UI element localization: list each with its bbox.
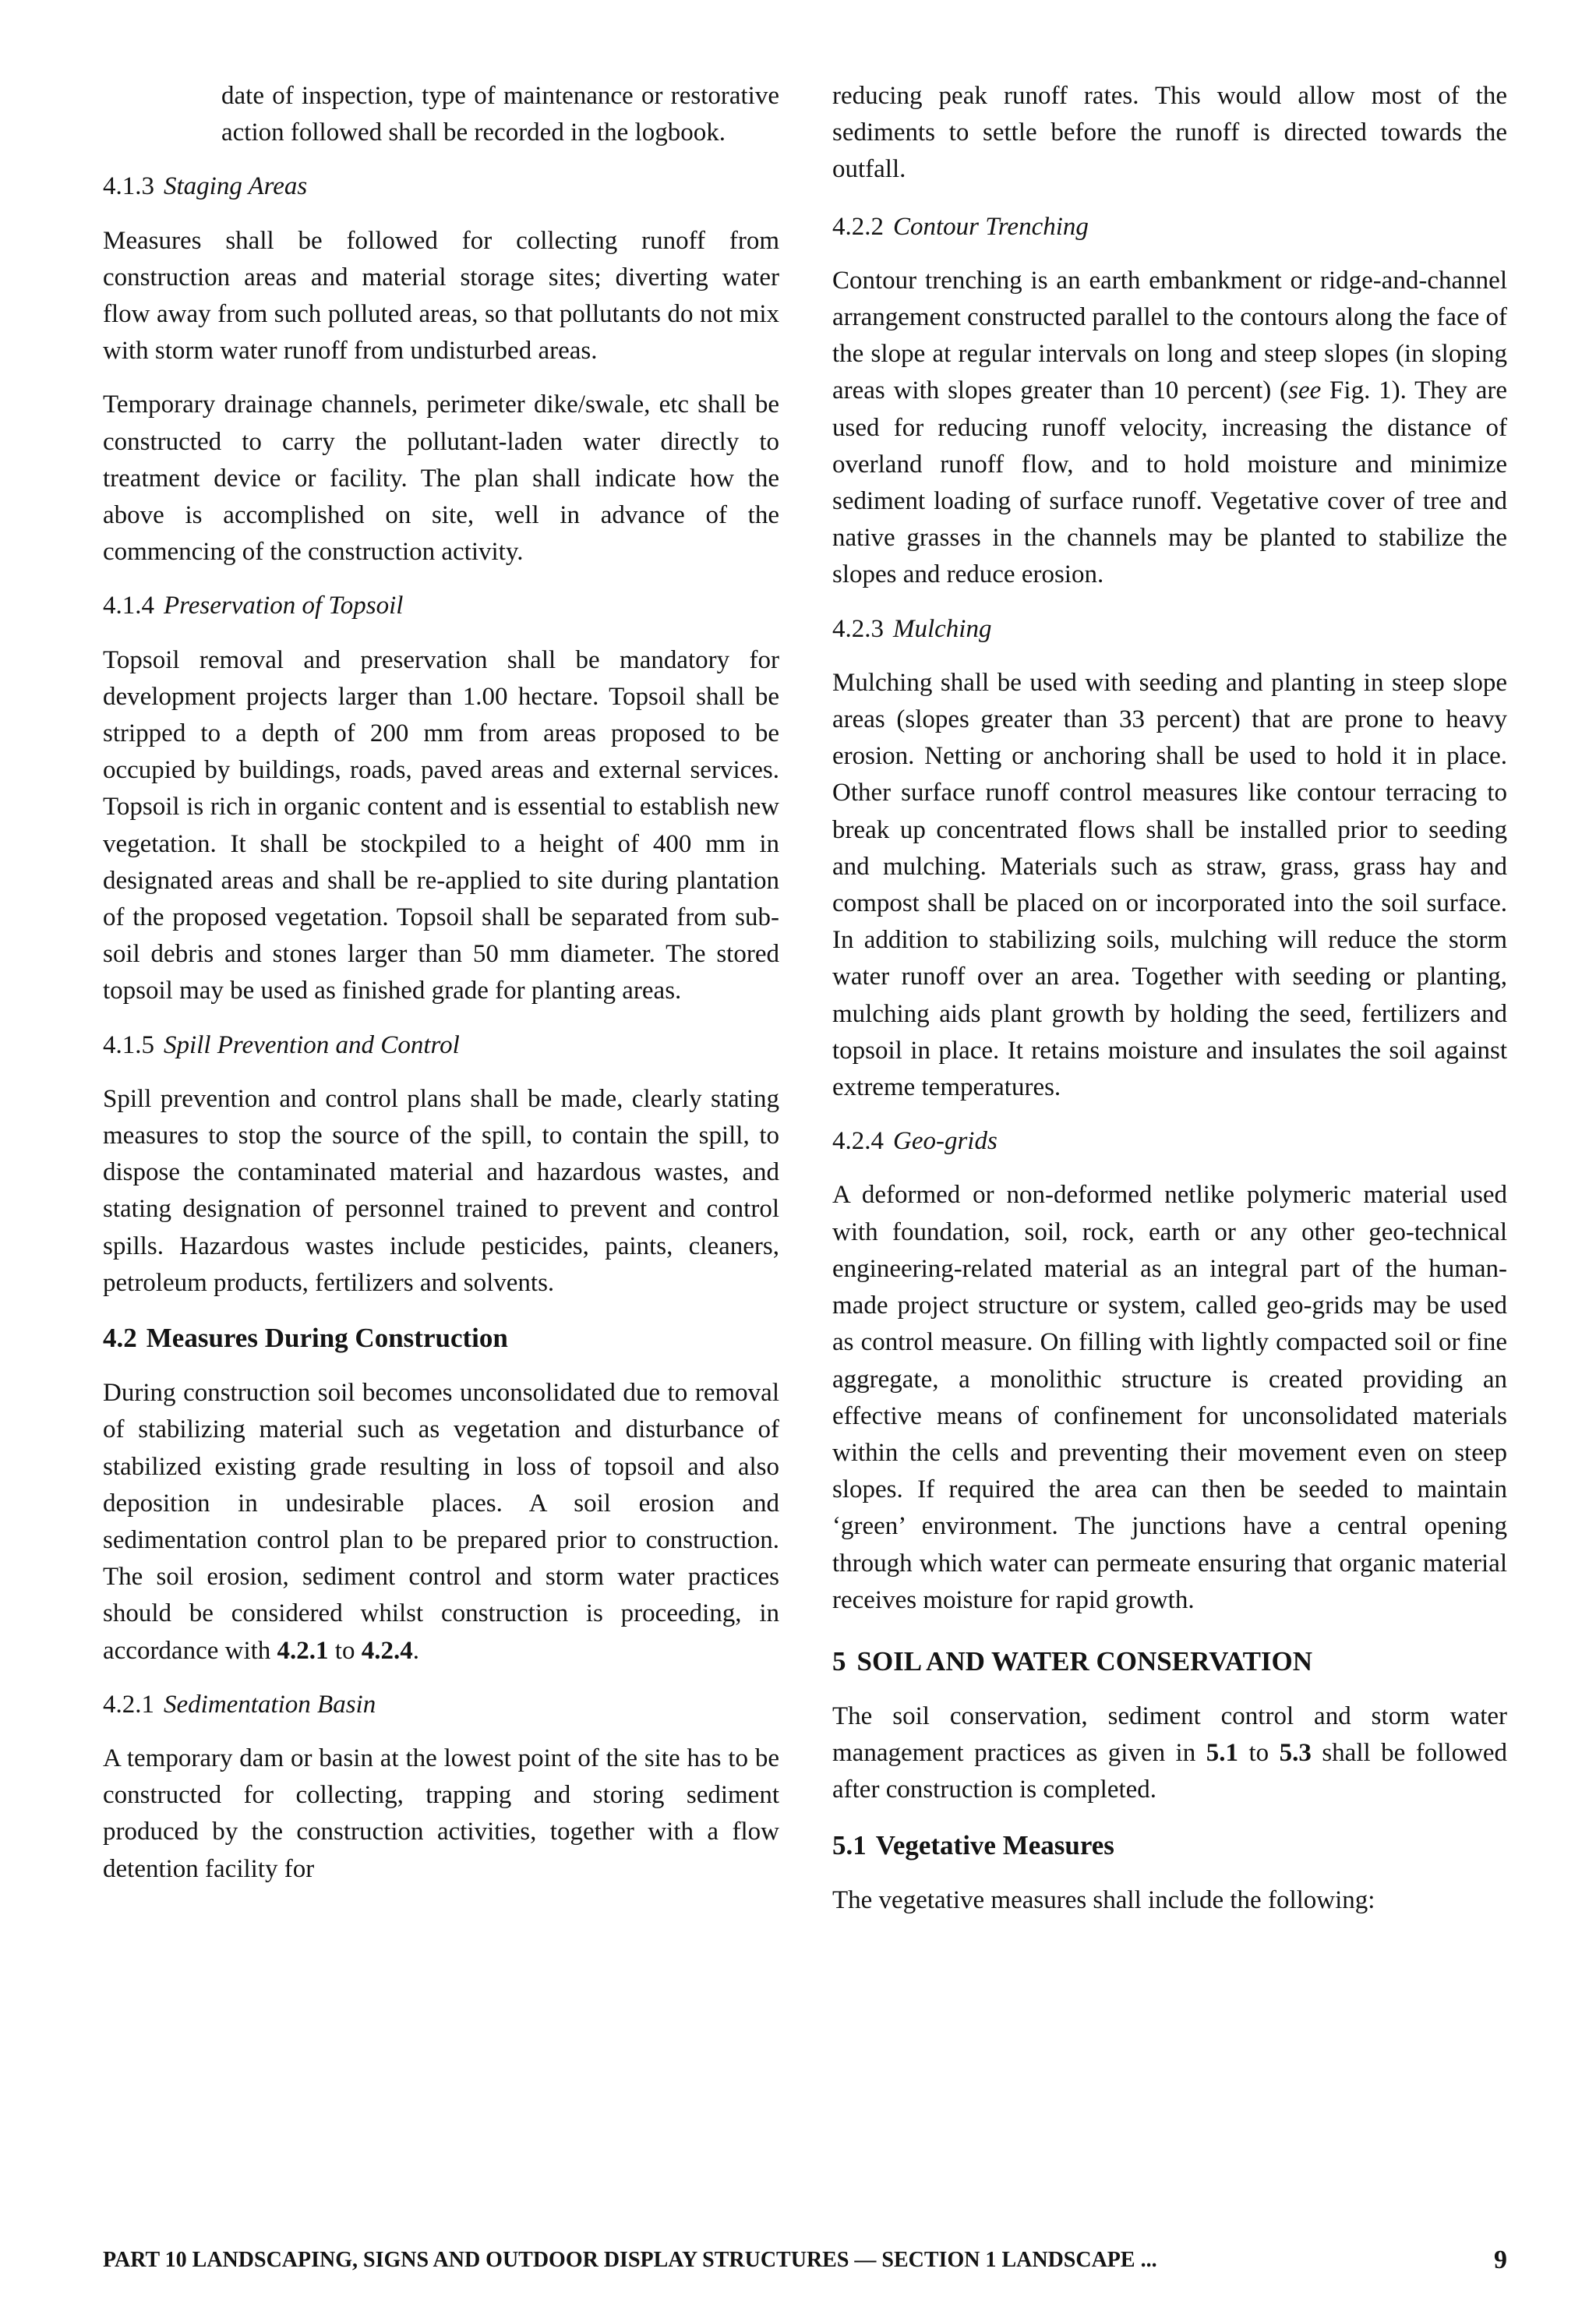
clause-reference: 5.3 [1279, 1739, 1312, 1768]
paragraph-peak-runoff: reducing peak runoff rates. This would allow most of the sediments to settle before the runoff is directed towards the outfall. [832, 82, 1507, 184]
paragraph-mulching: Mulching shall be used with seeding and planting in steep slope areas (slopes greater than 33 percent) that are prone to heavy erosion. Netting or anchoring shall be used to hold it in place. Other surface runoff control measures like contour terracing to break up concentrated flows shall be installed prior to seeding and mulching. Materials such as straw, grass, grass hay and compost shall be placed on or incorporated into the soil surface. In addition to stabilizing soils, mulching will reduce the storm water runoff over an area. Together with seeding or planting, mulching aids plant growth by holding the seed, fertilizers and topsoil in place. It retains moisture and insulates the soil against extreme temperatures. [832, 668, 1507, 1102]
paragraph-staging-2: Temporary drainage channels, perimeter dike/swale, etc shall be constructed to carry the pollutant-laden water directly to treatment device or facility. The plan shall indicate how the above is accomplished on site, well in advance of the commencing of the construction activity. [103, 390, 779, 567]
paragraph-contour-trenching [832, 263, 1507, 594]
paragraph-geo-grids: A deformed or non-deformed netlike polymeric material used with foundation, soil, rock, earth or any other geo-technical engineering-related material as an integral part of the human-made project structure or system, called geo-grids may be used as control measure. On filling with lightly compacted soil or fine aggregate, a monolithic structure is created providing an effective means of confinement for unconsolidated materials within the cells and preventing their movement even on steep slopes. If required the area can then be seeded to maintain ‘green’ environment. The junctions have a central opening through which water can permeate ensuring that organic material receives moisture for rapid growth. [832, 1181, 1507, 1614]
section-number: 5 [832, 1645, 846, 1677]
section-title: Vegetative Measures [875, 1829, 1114, 1860]
section-title: SOIL AND WATER CONSERVATION [856, 1645, 1313, 1677]
paragraph-text: The soil conservation, sediment control and storm water management practices as given in [832, 1701, 1507, 1768]
heading-4-2 [103, 1319, 779, 1358]
paragraph-vegetative-measures: The vegetative measures shall include the following: [832, 1885, 1375, 1914]
section-number: 4.1.3 [103, 172, 154, 201]
paragraph-logbook: date of inspection, type of maintenance or restorative action followed shall be recorded in the logbook. [221, 82, 779, 147]
section-title: Sedimentation Basin [164, 1690, 376, 1719]
section-title: Geo-grids [893, 1127, 998, 1156]
paragraph-text: During construction soil becomes unconsolidated due to removal of stabilizing material such as vegetation and disturbance of stabilized existing grade resulting in loss of topsoil and also deposition in undesirable places. A soil erosion and sedimentation control plan to be prepared prior to construction. The soil erosion, sediment control and storm water practices should be considered whilst construction is proceeding, in accordance with [103, 1379, 779, 1665]
section-title: Contour Trenching [893, 212, 1089, 241]
paragraph-spill: Spill prevention and control plans shall be made, clearly stating measures to stop the source of the spill, to contain the spill, to dispose the contaminated material and hazardous wastes, and stating designation of personnel trained to prevent and control spills. Hazardous wastes include pesticides, paints, cleaners, petroleum products, fertilizers and solvents. [103, 1084, 779, 1297]
paragraph-sedimentation-basin: A temporary dam or basin at the lowest point of the site has to be constructed for collecting, trapping and storing sediment produced by the construction activities, together with a flow detention facility for [103, 1744, 779, 1883]
clause-reference: 5.1 [1206, 1739, 1238, 1768]
section-number: 4.2.2 [832, 212, 884, 241]
heading-5-1 [832, 1826, 1507, 1865]
heading-4-2-1 [103, 1687, 779, 1723]
paragraph-text: to [1248, 1739, 1269, 1768]
paragraph-during-construction [103, 1375, 779, 1670]
section-number: 4.1.5 [103, 1030, 154, 1059]
left-column [103, 78, 779, 1905]
section-title: Measures During Construction [146, 1323, 508, 1354]
heading-4-2-4 [832, 1123, 1507, 1160]
heading-4-1-4 [103, 588, 779, 624]
paragraph-staging-1: Measures shall be followed for collecting runoff from construction areas and material storage sites; diverting water flow away from such polluted areas, so that pollutants do not mix with storm water runoff from undisturbed areas. [103, 226, 779, 366]
section-number: 4.2.3 [832, 614, 884, 643]
paragraph-text: Fig. 1). They are used for reducing runoff velocity, increasing the distance of overland runoff flow, and to hold moisture and minimize sediment loading of surface runoff. Vegetative cover of tree and native grasses in the channels may be planted to stabilize the slopes and reduce erosion. [832, 376, 1507, 589]
heading-4-2-2 [832, 209, 1507, 246]
clause-reference: 4.2.1 [277, 1636, 329, 1665]
section-number: 4.2.4 [832, 1127, 884, 1156]
right-column [832, 78, 1507, 1936]
paragraph-text: Contour trenching is an earth embankment or ridge-and-channel arrangement constructed parallel to the contours along the face of the slope at regular intervals on long and steep slopes (in sloping areas with slopes greater than 10 percent) ( [832, 266, 1507, 405]
section-title: Spill Prevention and Control [164, 1030, 460, 1059]
heading-5 [832, 1642, 1507, 1681]
section-number: 5.1 [832, 1829, 867, 1860]
section-title: Mulching [893, 614, 992, 643]
section-number: 4.2 [103, 1323, 137, 1354]
section-number: 4.1.4 [103, 592, 154, 620]
heading-4-1-3 [103, 168, 779, 205]
section-title: Preservation of Topsoil [164, 592, 404, 620]
section-number: 4.2.1 [103, 1690, 154, 1719]
clause-reference: 4.2.4 [361, 1636, 413, 1665]
paragraph-soil-conservation [832, 1698, 1507, 1809]
heading-4-1-5 [103, 1027, 779, 1064]
paragraph-text: to [334, 1636, 355, 1665]
page-footer [103, 2245, 1507, 2276]
paragraph-text: . [412, 1636, 419, 1665]
section-title: Staging Areas [164, 172, 308, 201]
heading-4-2-3 [832, 611, 1507, 648]
paragraph-topsoil: Topsoil removal and preservation shall be mandatory for development projects larger than 1.00 hectare. Topsoil shall be stripped to a depth of 200 mm from areas proposed to be occupied by buildings, roads, paved areas and external services. Topsoil is rich in organic content and is essential to establish new vegetation. It shall be stockpiled to a height of 400 mm in designated areas and shall be re-applied to site during plantation of the proposed vegetation. Topsoil shall be separated from sub-soil debris and stones larger than 50 mm diameter. The stored topsoil may be used as finished grade for planting areas. [103, 645, 779, 1005]
see-reference: see [1288, 376, 1322, 405]
page-number: 9 [1494, 2246, 1507, 2274]
footer-running-title: PART 10 LANDSCAPING, SIGNS AND OUTDOOR DISPLAY STRUCTURES — SECTION 1 LANDSCAPE ... [103, 2248, 1157, 2272]
paragraph-text: shall be followed after construction is completed. [832, 1739, 1508, 1804]
